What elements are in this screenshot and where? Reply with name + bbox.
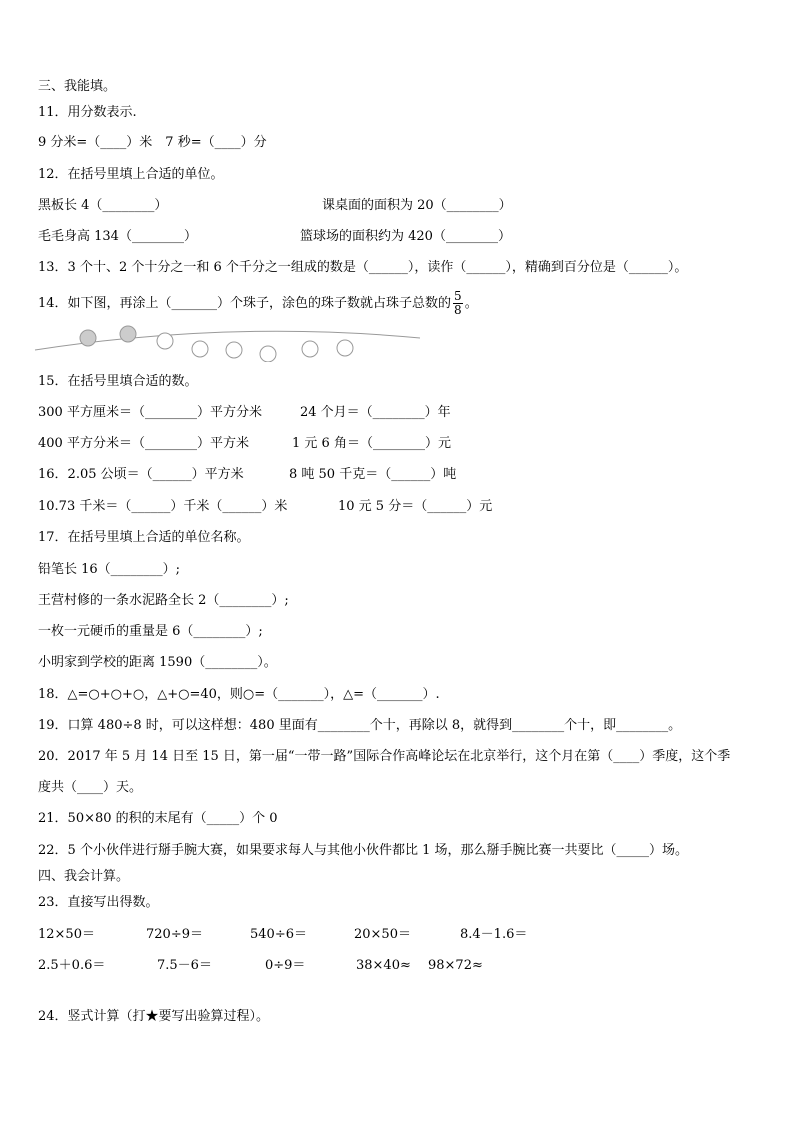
question-15-b: 24 个月＝（________）年 (300, 405, 451, 420)
calc-item: 8.4－1.6＝ (460, 927, 528, 942)
question-22: 22．5 个小伙伴进行掰手腕大赛，如果要求每人与其他小伙件都比 1 场，那么掰手腕比赛一共要比（_____）场。 (38, 843, 688, 858)
question-12-title: 12．在括号里填上合适的单位。 (38, 167, 224, 182)
question-18: 18．△=○+○+○，△+○=40，则○=（_______），△=（_______）. (38, 687, 440, 702)
question-19: 19．口算 480÷8 时，可以这样想：480 里面有________个十，再除以 8，就得到________个十，即________。 (38, 718, 682, 733)
calc-item: 720÷9＝ (146, 927, 203, 942)
question-15-c: 400 平方分米＝（________）平方米 (38, 436, 249, 451)
question-15-a: 300 平方厘米＝（________）平方分米 (38, 405, 262, 420)
calc-item: 0÷9＝ (265, 958, 306, 973)
calc-item: 12×50＝ (38, 927, 95, 942)
bead (260, 346, 276, 362)
question-24: 24．竖式计算（打★要写出验算过程）。 (38, 1009, 270, 1024)
fraction (453, 290, 463, 317)
calc-item: 38×40≈ (356, 958, 411, 973)
section-heading-4: 四、我会计算。 (38, 869, 130, 884)
question-14 (38, 290, 478, 317)
bead (192, 341, 208, 357)
question-12-c: 毛毛身高 134（________） (38, 229, 197, 244)
question-11-title: 11．用分数表示. (38, 105, 137, 120)
shaded-bead (80, 330, 96, 346)
question-15-title: 15．在括号里填合适的数。 (38, 374, 198, 389)
fraction-denominator: 8 (454, 303, 462, 317)
question-15-d: 1 元 6 角＝（________）元 (292, 436, 451, 451)
question-17-d: 小明家到学校的距离 1590（________）。 (38, 655, 277, 670)
question-17-a: 铅笔长 16（________）; (38, 562, 181, 577)
bead (157, 333, 173, 349)
calc-item: 98×72≈ (428, 958, 483, 973)
question-21: 21．50×80 的积的末尾有（_____）个 0 (38, 811, 278, 826)
bead-string-figure (30, 322, 450, 362)
question-23-title: 23．直接写出得数。 (38, 895, 159, 910)
section-heading-3: 三、我能填。 (38, 79, 117, 94)
question-20-line-2: 度共（____）天。 (38, 780, 143, 795)
question-12-d: 篮球场的面积约为 420（________） (300, 229, 511, 244)
question-16-c: 10.73 千米＝（______）千米（______）米 (38, 499, 288, 514)
bead (337, 340, 353, 356)
question-13: 13．3 个十、2 个十分之一和 6 个千分之一组成的数是（______），读作（______），精确到百分位是（______）。 (38, 260, 688, 275)
question-16-b: 8 吨 50 千克＝（______）吨 (289, 467, 457, 482)
question-17-title: 17．在括号里填上合适的单位名称。 (38, 530, 250, 545)
bead (302, 341, 318, 357)
fraction-numerator: 5 (454, 289, 462, 303)
shaded-bead (120, 326, 136, 342)
bead (226, 342, 242, 358)
question-14-text: 14．如下图，再涂上（_______）个珠子，涂色的珠子数就占珠子总数的 (38, 296, 452, 311)
question-11-line: 9 分米=（____）米 7 秒=（____）分 (38, 135, 267, 150)
question-16-a: 16．2.05 公顷＝（______）平方米 (38, 467, 244, 482)
question-14-end: 。 (464, 296, 478, 311)
question-16-d: 10 元 5 分＝（______）元 (338, 499, 493, 514)
question-12-a: 黑板长 4（________） (38, 198, 168, 213)
question-20-line-1: 20．2017 年 5 月 14 日至 15 日，第一届“一带一路”国际合作高峰论坛在北京举行，这个月在第（____）季度，这个季 (38, 749, 731, 764)
calc-item: 7.5－6＝ (157, 958, 212, 973)
question-17-b: 王营村修的一条水泥路全长 2（________）; (38, 593, 289, 608)
calc-item: 540÷6＝ (250, 927, 307, 942)
calc-item: 20×50＝ (354, 927, 411, 942)
question-12-b: 课桌面的面积为 20（________） (322, 198, 512, 213)
question-17-c: 一枚一元硬币的重量是 6（________）; (38, 624, 263, 639)
calc-item: 2.5＋0.6＝ (38, 958, 106, 973)
